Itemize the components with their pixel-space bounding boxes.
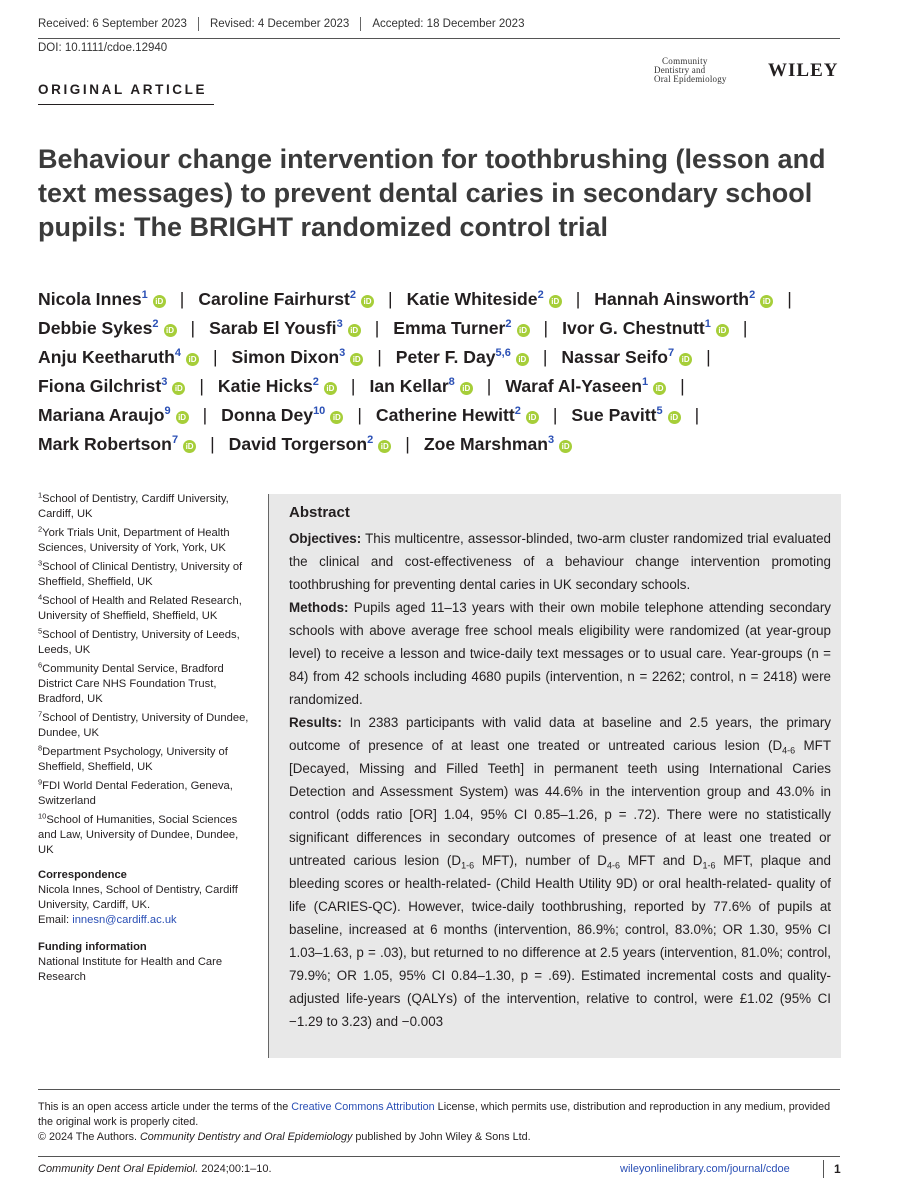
date-separator bbox=[198, 17, 199, 31]
author-name: David Torgerson bbox=[228, 434, 368, 454]
author-name: Caroline Fairhurst bbox=[198, 289, 350, 309]
affiliation-text: School of Dentistry, Cardiff University, Cardiff, UK bbox=[38, 493, 229, 520]
affiliation-list bbox=[38, 492, 256, 858]
orcid-icon[interactable]: iD bbox=[679, 353, 692, 366]
publisher-logo: WILEY bbox=[768, 59, 839, 81]
author-affiliation-link[interactable]: 1 bbox=[141, 289, 148, 302]
article-dates bbox=[38, 17, 524, 31]
funding-heading: Funding information bbox=[38, 941, 147, 953]
author-separator: | bbox=[694, 405, 700, 425]
author-name: Anju Keetharuth bbox=[38, 347, 175, 367]
doi[interactable]: DOI: 10.1111/cdoe.12940 bbox=[38, 42, 168, 54]
revised-date: Revised: 4 December 2023 bbox=[209, 18, 350, 30]
orcid-icon[interactable]: iD bbox=[549, 295, 562, 308]
author-affiliation-link[interactable]: 9 bbox=[164, 405, 171, 418]
author-affiliation-link[interactable]: 5,6 bbox=[495, 347, 511, 360]
author-separator: | bbox=[190, 318, 196, 338]
license-part: License, which permits use, distribution and reproduction in any medium, provided the original work is properly cited. bbox=[38, 1101, 831, 1128]
author-affiliation-link[interactable]: 3 bbox=[339, 347, 346, 360]
affiliation-text: FDI World Dental Federation, Geneva, Switzerland bbox=[38, 780, 233, 807]
author-affiliation-link[interactable]: 8 bbox=[448, 376, 455, 389]
affiliation-text: School of Dentistry, University of Dundee, Dundee, UK bbox=[38, 712, 249, 739]
page-number: 1 bbox=[834, 1162, 841, 1176]
results-text: MFT and D bbox=[619, 853, 703, 868]
affiliation-number: 6 bbox=[38, 660, 43, 670]
footer-divider bbox=[38, 1156, 840, 1157]
journal-logo-text bbox=[654, 57, 762, 84]
license-text bbox=[38, 1100, 848, 1130]
author-name: Katie Hicks bbox=[217, 376, 313, 396]
footer-separator bbox=[823, 1160, 824, 1178]
funding bbox=[38, 940, 256, 985]
affiliation-text: Community Dental Service, Bradford District Care NHS Foundation Trust, Bradford, UK bbox=[38, 663, 224, 705]
author-name: Ian Kellar bbox=[369, 376, 449, 396]
author-separator: | bbox=[742, 318, 748, 338]
affiliation-number: 7 bbox=[38, 709, 43, 719]
author-name: Sarab El Yousfi bbox=[209, 318, 337, 338]
orcid-icon[interactable]: iD bbox=[526, 411, 539, 424]
author-separator: | bbox=[350, 376, 356, 396]
author-name: Mark Robertson bbox=[38, 434, 172, 454]
author-separator: | bbox=[706, 347, 711, 367]
results-label: Results: bbox=[289, 715, 342, 730]
affiliation-number: 4 bbox=[38, 592, 43, 602]
affiliation-text: York Trials Unit, Department of Health Sciences, University of York, York, UK bbox=[38, 527, 230, 554]
methods-label: Methods: bbox=[289, 600, 349, 615]
abstract-results bbox=[289, 711, 831, 1033]
author-line bbox=[38, 285, 848, 314]
journal-logo-line: Dentistry and bbox=[654, 65, 706, 75]
author-name: Nicola Innes bbox=[38, 289, 142, 309]
affiliation-text: School of Clinical Dentistry, University of Sheffield, Sheffield, UK bbox=[38, 561, 243, 588]
citation-details: 2024;00:1–10. bbox=[198, 1163, 272, 1175]
author-affiliation-link[interactable]: 3 bbox=[336, 318, 343, 331]
affiliation-number: 3 bbox=[38, 558, 43, 568]
author-list bbox=[38, 285, 848, 459]
author-separator: | bbox=[680, 376, 685, 396]
affiliation-item bbox=[38, 526, 256, 556]
correspondence-email-line bbox=[38, 913, 256, 928]
article-title: Behaviour change intervention for toothbrushing (lesson and text messages) to prevent dental caries in secondary school pupils: The BRIGHT randomized control trial bbox=[38, 144, 826, 242]
orcid-icon[interactable]: iD bbox=[668, 411, 681, 424]
copyright-part: © 2024 The Authors. bbox=[38, 1131, 140, 1143]
subscript: 4-6 bbox=[782, 745, 796, 756]
affiliation-item bbox=[38, 813, 256, 858]
header-divider bbox=[38, 38, 840, 39]
author-separator: | bbox=[787, 289, 792, 309]
author-separator: | bbox=[179, 289, 185, 309]
section-label: ORIGINAL ARTICLE bbox=[38, 82, 208, 97]
subscript: 1-6 bbox=[461, 860, 475, 871]
orcid-icon[interactable]: iD bbox=[176, 411, 189, 424]
author-affiliation-link[interactable]: 2 bbox=[749, 289, 756, 302]
orcid-icon[interactable]: iD bbox=[760, 295, 773, 308]
affiliation-item bbox=[38, 711, 256, 741]
author-affiliation-link[interactable]: 10 bbox=[313, 405, 326, 418]
affiliation-item bbox=[38, 492, 256, 522]
author-name: Zoe Marshman bbox=[423, 434, 549, 454]
author-line bbox=[38, 343, 848, 372]
author-name: Sue Pavitt bbox=[571, 405, 657, 425]
author-name: Mariana Araujo bbox=[38, 405, 165, 425]
license-divider bbox=[38, 1089, 840, 1090]
author-affiliation-link[interactable]: 5 bbox=[656, 405, 663, 418]
author-affiliation-link[interactable]: 7 bbox=[171, 434, 179, 447]
orcid-icon[interactable]: iD bbox=[330, 411, 343, 424]
affiliation-item bbox=[38, 628, 256, 658]
affiliation-number: 1 bbox=[38, 490, 43, 500]
accepted-date: Accepted: 18 December 2023 bbox=[372, 18, 525, 30]
license-notice bbox=[38, 1100, 848, 1145]
affiliation-text: Department Psychology, University of Sheffield, Sheffield, UK bbox=[38, 746, 228, 773]
orcid-icon[interactable]: iD bbox=[361, 295, 374, 308]
abstract-heading: Abstract bbox=[289, 504, 350, 521]
author-affiliation-link[interactable]: 1 bbox=[704, 318, 711, 331]
author-name: Hannah Ainsworth bbox=[594, 289, 750, 309]
author-separator: | bbox=[374, 318, 380, 338]
subscript: 4-6 bbox=[606, 860, 620, 871]
copyright-text bbox=[38, 1130, 848, 1145]
author-affiliation-link[interactable]: 1 bbox=[641, 376, 649, 389]
affiliation-text: School of Humanities, Social Sciences and Law, University of Dundee, Dundee, UK bbox=[38, 814, 239, 856]
results-text: MFT), number of D bbox=[474, 853, 607, 868]
copyright-part: published by John Wiley & Sons Ltd. bbox=[352, 1131, 531, 1143]
author-affiliation-link[interactable]: 2 bbox=[505, 318, 512, 331]
author-name: Waraf Al-Yaseen bbox=[505, 376, 642, 396]
author-line bbox=[38, 430, 848, 459]
author-affiliation-link[interactable]: 7 bbox=[668, 347, 675, 360]
citation-journal: Community Dent Oral Epidemiol. bbox=[38, 1163, 199, 1175]
affiliation-item bbox=[38, 779, 256, 809]
author-separator: | bbox=[377, 347, 382, 367]
objectives-text: This multicentre, assessor-blinded, two-arm cluster randomized trial evaluated the clinical and cost-effectiveness of a behaviour change intervention promoting toothbrushing for preventing dental caries in UK secondary schools. bbox=[289, 531, 831, 592]
author-separator: | bbox=[202, 405, 208, 425]
results-text: MFT [Decayed, Missing and Filled Teeth] in permanent teeth using International Caries Detection and Assessment System) was 44.6% in the intervention group and 43.0% in control (odds ratio [OR] 1.04, 95% CI 0.85–1.26, p = .72). There were no statistically significant differences in secondary outcomes of presence of at least one treated or untreated carious lesion (D bbox=[289, 738, 831, 868]
orcid-icon[interactable]: iD bbox=[460, 382, 473, 395]
section-underline bbox=[38, 104, 214, 105]
abstract-objectives bbox=[289, 527, 831, 596]
author-name: Debbie Sykes bbox=[38, 318, 153, 338]
orcid-icon[interactable]: iD bbox=[350, 353, 363, 366]
journal-url[interactable]: wileyonlinelibrary.com/journal/cdoe bbox=[620, 1163, 790, 1175]
author-separator: | bbox=[575, 289, 581, 309]
affiliations-column bbox=[38, 492, 256, 985]
author-line bbox=[38, 372, 848, 401]
orcid-icon[interactable]: iD bbox=[516, 353, 529, 366]
affiliation-number: 8 bbox=[38, 743, 43, 753]
correspondence-heading: Correspondence bbox=[38, 869, 127, 881]
author-separator: | bbox=[357, 405, 362, 425]
author-affiliation-link[interactable]: 3 bbox=[161, 376, 168, 389]
author-affiliation-link[interactable]: 2 bbox=[367, 434, 374, 447]
date-separator bbox=[360, 17, 361, 31]
affiliation-number: 9 bbox=[38, 777, 43, 787]
orcid-icon[interactable]: iD bbox=[378, 440, 391, 453]
affiliation-text: School of Health and Related Research, University of Sheffield, Sheffield, UK bbox=[38, 595, 242, 622]
author-separator: | bbox=[212, 347, 218, 367]
abstract-left-rule bbox=[268, 494, 269, 1058]
orcid-icon[interactable]: iD bbox=[653, 382, 666, 395]
affiliation-item bbox=[38, 662, 256, 707]
objectives-label: Objectives: bbox=[289, 531, 362, 546]
author-affiliation-link[interactable]: 2 bbox=[514, 405, 521, 418]
results-text: In 2383 participants with valid data at baseline and 2.5 years, the primary outcome of presence of at least one treated or untreated carious lesion (D bbox=[289, 715, 831, 753]
correspondence-text: Nicola Innes, School of Dentistry, Cardiff University, Cardiff, UK. bbox=[38, 884, 238, 911]
orcid-icon[interactable]: iD bbox=[164, 324, 177, 337]
abstract-methods bbox=[289, 596, 831, 711]
orcid-icon[interactable]: iD bbox=[348, 324, 361, 337]
author-affiliation-link[interactable]: 2 bbox=[152, 318, 159, 331]
author-name: Catherine Hewitt bbox=[375, 405, 515, 425]
author-separator: | bbox=[543, 318, 549, 338]
author-name: Ivor G. Chestnutt bbox=[562, 318, 705, 338]
author-name: Katie Whiteside bbox=[406, 289, 538, 309]
license-link[interactable]: Creative Commons Attribution bbox=[291, 1101, 435, 1113]
affiliation-text: School of Dentistry, University of Leeds, Leeds, UK bbox=[38, 629, 240, 656]
author-name: Donna Dey bbox=[221, 405, 314, 425]
author-name: Fiona Gilchrist bbox=[38, 376, 162, 396]
license-part: This is an open access article under the terms of the bbox=[38, 1101, 292, 1113]
orcid-icon[interactable]: iD bbox=[172, 382, 185, 395]
journal-logo bbox=[654, 57, 838, 84]
correspondence bbox=[38, 868, 256, 928]
orcid-icon[interactable]: iD bbox=[324, 382, 337, 395]
affiliation-item bbox=[38, 560, 256, 590]
author-name: Peter F. Day bbox=[395, 347, 496, 367]
author-name: Nassar Seifo bbox=[561, 347, 668, 367]
affiliation-item bbox=[38, 594, 256, 624]
funding-text: National Institute for Health and Care Research bbox=[38, 956, 223, 983]
orcid-icon[interactable]: iD bbox=[153, 295, 166, 308]
copyright-journal: Community Dentistry and Oral Epidemiology bbox=[140, 1131, 353, 1143]
author-name: Simon Dixon bbox=[231, 347, 340, 367]
affiliation-number: 2 bbox=[38, 524, 43, 534]
author-affiliation-link[interactable]: 3 bbox=[548, 434, 555, 447]
author-separator: | bbox=[552, 405, 558, 425]
journal-logo-line: Community bbox=[662, 56, 708, 66]
author-separator: | bbox=[405, 434, 410, 454]
author-separator: | bbox=[210, 434, 215, 454]
author-line bbox=[38, 401, 848, 430]
author-affiliation-link[interactable]: 2 bbox=[537, 289, 544, 302]
author-separator: | bbox=[199, 376, 204, 396]
orcid-icon[interactable]: iD bbox=[559, 440, 572, 453]
email-label: Email: bbox=[38, 914, 73, 926]
author-separator: | bbox=[388, 289, 393, 309]
abstract-box bbox=[268, 494, 841, 1058]
affiliation-number: 5 bbox=[38, 626, 43, 636]
author-affiliation-link[interactable]: 2 bbox=[349, 289, 357, 302]
methods-text: Pupils aged 11–13 years with their own mobile telephone attending secondary schools with above average free school meals eligibility were randomized (at year-group level) to receive a lesson and twice-daily text messages or to usual care. Year-groups (n = 84) from 42 schools including 4680 pupils (intervention, n = 2262; control, n = 2418) were randomized. bbox=[289, 600, 831, 707]
author-affiliation-link[interactable]: 2 bbox=[312, 376, 319, 389]
affiliation-item bbox=[38, 745, 256, 775]
orcid-icon[interactable]: iD bbox=[716, 324, 729, 337]
orcid-icon[interactable]: iD bbox=[186, 353, 199, 366]
author-name: Emma Turner bbox=[393, 318, 506, 338]
author-separator: | bbox=[542, 347, 548, 367]
received-date: Received: 6 September 2023 bbox=[38, 18, 187, 30]
results-text: MFT, plaque and bleeding scores or health-related- (Child Health Utility 9D) or oral health-related- quality of life (CARIES-QC). However, twice-daily toothbrushing, reported by 77.6% of pupils at baseline, increased at 6 months (intervention, 86.9%; control, 83.0%; OR 1.30, 95% CI 1.03–1.63, p = .03), but returned to no difference at 2.5 years (intervention, 81.0%; control, 79.9%; OR 1.05, 95% CI 0.84–1.30, p = .69). Estimated incremental costs and quality-adjusted life-years (QALYs) of the intervention, relative to control, were £1.02 (95% CI −1.29 to 3.23) and −0.003 bbox=[289, 853, 831, 1029]
author-line bbox=[38, 314, 848, 343]
email-link[interactable]: innesn@cardiff.ac.uk bbox=[72, 914, 177, 926]
author-affiliation-link[interactable]: 4 bbox=[174, 347, 181, 360]
author-separator: | bbox=[486, 376, 492, 396]
citation bbox=[38, 1163, 272, 1175]
orcid-icon[interactable]: iD bbox=[183, 440, 196, 453]
journal-logo-line: Oral Epidemiology bbox=[654, 74, 727, 84]
orcid-icon[interactable]: iD bbox=[517, 324, 530, 337]
affiliation-number: 10 bbox=[38, 811, 47, 821]
subscript: 1-6 bbox=[702, 860, 716, 871]
